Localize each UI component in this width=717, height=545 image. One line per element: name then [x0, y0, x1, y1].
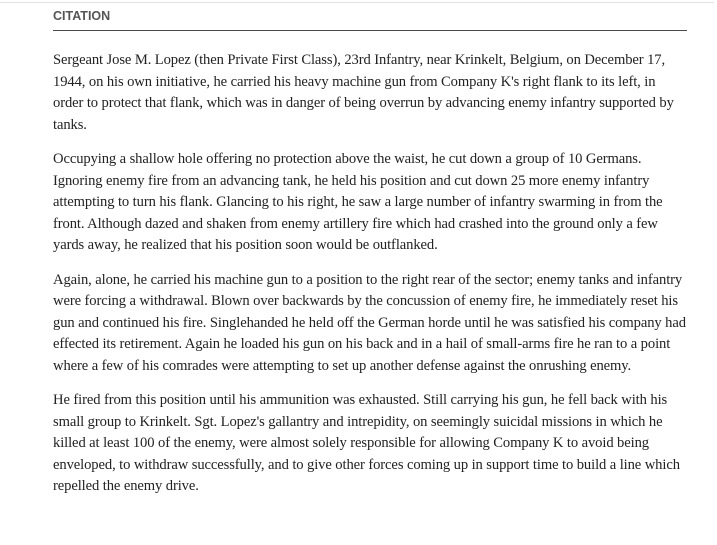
citation-paragraph: Occupying a shallow hole offering no protection above the waist, he cut down a group of 10 Germans. Ignoring enemy fire from an advancing tank, he held his position and cut down 25 more enemy infantry attempting to turn his flank. Glancing to his right, he saw a large number of infantry swarming in from the front. Although dazed and shaken from enemy artillery fire which had crashed into the ground only a few yards away, he realized that his position soon would be outflanked. [53, 150, 663, 254]
citation-section [53, 0, 687, 511]
citation-paragraph: Again, alone, he carried his machine gun to a position to the right rear of the sector; enemy tanks and infantry were forcing a withdrawal. Blown over backwards by the concussion of enemy fire, he immediately reset his gun and continued his fire. Singlehanded he held off the German horde until he was satisfied his company had effected its retirement. Again he loaded his gun on his back and in a hail of small-arms fire he ran to a point where a few of his comrades were attempting to set up another defense against the onrushing enemy. [53, 271, 686, 374]
section-heading: CITATION [53, 0, 687, 31]
citation-paragraph: He fired from this position until his ammunition was exhausted. Still carrying his gun, he fell back with his small group to Krinkelt. Sgt. Lopez's gallantry and intrepidity, on seemingly suicidal missions in which he killed at least 100 of the enemy, were almost solely responsible for allowing Company K to avoid being enveloped, to withdraw successfully, and to give other forces coming up in support time to build a line which repelled the enemy drive. [53, 392, 680, 495]
citation-paragraph: Sergeant Jose M. Lopez (then Private First Class), 23rd Infantry, near Krinkelt, Belgium, on December 17, 1944, on his own initiative, he carried his heavy machine gun from Company K's right flank to its left, in order to protect that flank, which was in danger of being overrun by advancing enemy infantry supported by tanks. [53, 52, 674, 133]
citation-body [53, 50, 687, 498]
